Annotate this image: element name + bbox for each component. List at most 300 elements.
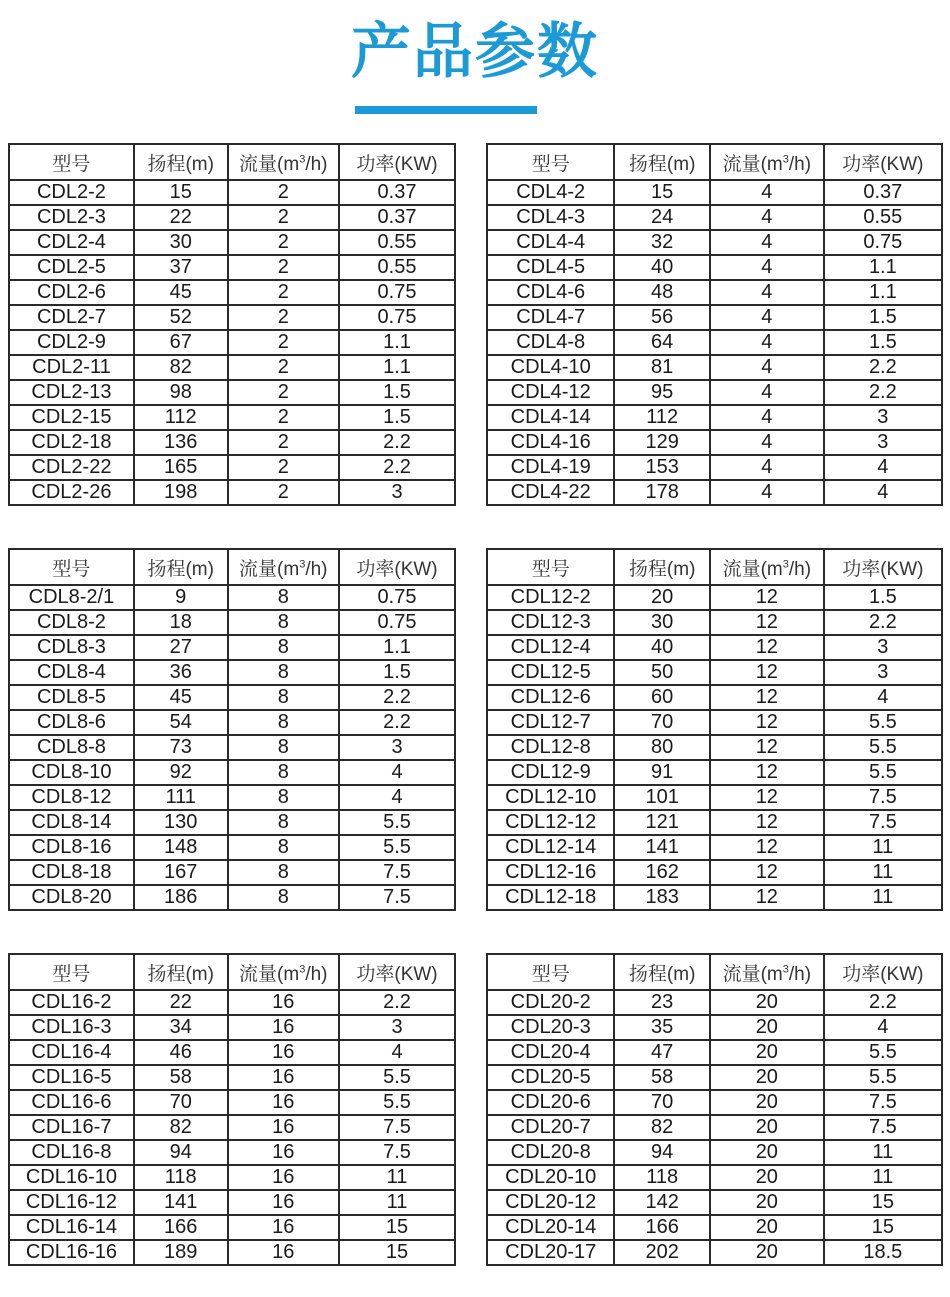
power-cell: 7.5: [824, 1115, 942, 1140]
power-cell: 11: [824, 1165, 942, 1190]
table-row: [9, 835, 455, 860]
table-row: [9, 1165, 455, 1190]
table-row: [9, 280, 455, 305]
table-row: [487, 180, 942, 205]
flow-cell: 2: [228, 380, 340, 405]
model-cell: CDL8-18: [9, 860, 134, 885]
table-row: [9, 305, 455, 330]
table-row: [487, 635, 942, 660]
head-cell: 32: [614, 230, 710, 255]
power-cell: 1.1: [339, 330, 455, 355]
model-cell: CDL12-4: [487, 635, 614, 660]
power-cell: 5.5: [339, 1090, 455, 1115]
power-cell: 2.2: [824, 380, 942, 405]
power-cell: 3: [824, 660, 942, 685]
power-cell: 11: [339, 1190, 455, 1215]
flow-cell: 2: [228, 455, 340, 480]
head-cell: 153: [614, 455, 710, 480]
head-cell: 18: [134, 610, 228, 635]
power-cell: 2.2: [824, 355, 942, 380]
table-row: [487, 430, 942, 455]
model-cell: CDL2-13: [9, 380, 134, 405]
head-cell: 165: [134, 455, 228, 480]
table-row: [487, 1240, 942, 1265]
head-cell: 80: [614, 735, 710, 760]
table-row: [9, 430, 455, 455]
flow-unit: /h): [305, 963, 328, 985]
head-cell: 48: [614, 280, 710, 305]
flow-cell: 16: [228, 1115, 340, 1140]
header-flow: [228, 954, 340, 990]
power-cell: 15: [339, 1240, 455, 1265]
power-cell: 5.5: [339, 810, 455, 835]
power-cell: 4: [339, 760, 455, 785]
model-cell: CDL16-7: [9, 1115, 134, 1140]
power-cell: 1.5: [824, 330, 942, 355]
flow-cell: 20: [710, 1090, 824, 1115]
flow-cell: 8: [228, 810, 340, 835]
power-cell: 5.5: [824, 1065, 942, 1090]
power-cell: 4: [824, 455, 942, 480]
power-cell: 0.37: [339, 180, 455, 205]
flow-cell: 16: [228, 1065, 340, 1090]
flow-cell: 16: [228, 990, 340, 1015]
flow-cell: 2: [228, 480, 340, 505]
head-cell: 73: [134, 735, 228, 760]
flow-cell: 4: [710, 355, 824, 380]
head-cell: 52: [134, 305, 228, 330]
model-cell: CDL2-15: [9, 405, 134, 430]
table-row: [487, 660, 942, 685]
head-cell: 167: [134, 860, 228, 885]
model-cell: CDL16-6: [9, 1090, 134, 1115]
head-cell: 95: [614, 380, 710, 405]
model-cell: CDL16-16: [9, 1240, 134, 1265]
head-cell: 166: [134, 1215, 228, 1240]
head-cell: 82: [134, 1115, 228, 1140]
table-row: [487, 585, 942, 610]
power-cell: 1.5: [824, 305, 942, 330]
model-cell: CDL16-4: [9, 1040, 134, 1065]
power-cell: 3: [824, 405, 942, 430]
flow-cell: 2: [228, 405, 340, 430]
model-cell: CDL2-11: [9, 355, 134, 380]
model-cell: CDL8-3: [9, 635, 134, 660]
power-cell: 11: [824, 1140, 942, 1165]
flow-cell: 4: [710, 430, 824, 455]
table-row: [487, 305, 942, 330]
model-cell: CDL12-5: [487, 660, 614, 685]
table-row: [487, 480, 942, 505]
flow-unit: /h): [788, 153, 812, 175]
flow-cell: 20: [710, 1015, 824, 1040]
flow-unit-superscript: 3: [299, 558, 306, 571]
header-model: 型号: [9, 144, 134, 180]
table-row: [487, 1065, 942, 1090]
model-cell: CDL4-5: [487, 255, 614, 280]
flow-unit-superscript: 3: [299, 963, 306, 976]
power-cell: 11: [824, 835, 942, 860]
model-cell: CDL16-12: [9, 1190, 134, 1215]
flow-cell: 12: [710, 760, 824, 785]
model-cell: CDL12-6: [487, 685, 614, 710]
power-cell: 0.37: [339, 205, 455, 230]
flow-unit: /h): [788, 558, 812, 580]
head-cell: 189: [134, 1240, 228, 1265]
model-cell: CDL4-2: [487, 180, 614, 205]
power-cell: 3: [824, 430, 942, 455]
flow-unit: /h): [305, 558, 328, 580]
flow-cell: 16: [228, 1165, 340, 1190]
model-cell: CDL8-4: [9, 660, 134, 685]
table-row: [487, 230, 942, 255]
model-cell: CDL4-3: [487, 205, 614, 230]
table-row: [487, 760, 942, 785]
flow-cell: 12: [710, 860, 824, 885]
table-row: [487, 355, 942, 380]
header-row: [487, 954, 942, 990]
table-row: [487, 1040, 942, 1065]
power-cell: 1.5: [339, 405, 455, 430]
model-cell: CDL2-18: [9, 430, 134, 455]
flow-cell: 8: [228, 685, 340, 710]
head-cell: 30: [134, 230, 228, 255]
flow-cell: 8: [228, 635, 340, 660]
model-cell: CDL20-12: [487, 1190, 614, 1215]
table-row: [487, 330, 942, 355]
table-row: [9, 1140, 455, 1165]
table-row: [487, 990, 942, 1015]
head-cell: 70: [134, 1090, 228, 1115]
model-cell: CDL12-8: [487, 735, 614, 760]
flow-cell: 16: [228, 1215, 340, 1240]
head-cell: 35: [614, 1015, 710, 1040]
flow-cell: 8: [228, 835, 340, 860]
head-cell: 141: [134, 1190, 228, 1215]
power-cell: 11: [339, 1165, 455, 1190]
model-cell: CDL20-5: [487, 1065, 614, 1090]
power-cell: 1.1: [339, 355, 455, 380]
flow-cell: 4: [710, 455, 824, 480]
head-cell: 130: [134, 810, 228, 835]
head-cell: 45: [134, 280, 228, 305]
table-row: [487, 810, 942, 835]
power-cell: 3: [339, 1015, 455, 1040]
header-row: [9, 549, 455, 585]
flow-cell: 16: [228, 1015, 340, 1040]
head-cell: 141: [614, 835, 710, 860]
head-cell: 22: [134, 205, 228, 230]
table-row: [9, 380, 455, 405]
head-cell: 82: [614, 1115, 710, 1140]
table-row: [487, 205, 942, 230]
table-row: [487, 1140, 942, 1165]
model-cell: CDL16-2: [9, 990, 134, 1015]
table-row: [487, 1115, 942, 1140]
table-row: [487, 610, 942, 635]
head-cell: 67: [134, 330, 228, 355]
power-cell: 0.75: [339, 305, 455, 330]
head-cell: 92: [134, 760, 228, 785]
flow-cell: 12: [710, 885, 824, 910]
model-cell: CDL12-7: [487, 710, 614, 735]
flow-label: 流量(m: [239, 963, 300, 985]
flow-cell: 4: [710, 230, 824, 255]
header-row: [9, 954, 455, 990]
flow-cell: 8: [228, 610, 340, 635]
head-cell: 178: [614, 480, 710, 505]
table-row: [9, 760, 455, 785]
power-cell: 4: [824, 480, 942, 505]
flow-cell: 20: [710, 1065, 824, 1090]
header-flow: [710, 549, 824, 585]
model-cell: CDL16-14: [9, 1215, 134, 1240]
model-cell: CDL2-4: [9, 230, 134, 255]
table-row: [487, 785, 942, 810]
flow-cell: 12: [710, 810, 824, 835]
table-row: [9, 1040, 455, 1065]
power-cell: 2.2: [824, 990, 942, 1015]
model-cell: CDL16-10: [9, 1165, 134, 1190]
header-head: 扬程(m): [134, 549, 228, 585]
power-cell: 4: [339, 785, 455, 810]
head-cell: 166: [614, 1215, 710, 1240]
power-cell: 5.5: [824, 735, 942, 760]
model-cell: CDL20-17: [487, 1240, 614, 1265]
power-cell: 0.37: [824, 180, 942, 205]
table-row: [9, 860, 455, 885]
flow-cell: 8: [228, 735, 340, 760]
flow-cell: 12: [710, 585, 824, 610]
head-cell: 58: [134, 1065, 228, 1090]
model-cell: CDL8-2/1: [9, 585, 134, 610]
flow-label: 流量(m: [239, 153, 300, 175]
power-cell: 2.2: [824, 610, 942, 635]
power-cell: 18.5: [824, 1240, 942, 1265]
head-cell: 202: [614, 1240, 710, 1265]
head-cell: 50: [614, 660, 710, 685]
table-row: [9, 585, 455, 610]
power-cell: 1.1: [339, 635, 455, 660]
flow-cell: 2: [228, 330, 340, 355]
head-cell: 54: [134, 710, 228, 735]
power-cell: 5.5: [824, 710, 942, 735]
table-row: [487, 835, 942, 860]
header-model: 型号: [9, 954, 134, 990]
head-cell: 186: [134, 885, 228, 910]
power-cell: 11: [824, 885, 942, 910]
table-row: [9, 1065, 455, 1090]
table-row: [9, 735, 455, 760]
model-cell: CDL2-2: [9, 180, 134, 205]
header-model: 型号: [487, 549, 614, 585]
flow-label: 流量(m: [722, 558, 783, 580]
spec-table-cdl12: [486, 548, 943, 911]
header-head: 扬程(m): [614, 954, 710, 990]
header-head: 扬程(m): [134, 954, 228, 990]
flow-cell: 12: [710, 735, 824, 760]
flow-cell: 4: [710, 205, 824, 230]
head-cell: 47: [614, 1040, 710, 1065]
model-cell: CDL4-10: [487, 355, 614, 380]
flow-unit: /h): [788, 963, 812, 985]
power-cell: 3: [339, 735, 455, 760]
model-cell: CDL2-22: [9, 455, 134, 480]
table-row: [487, 280, 942, 305]
table-row: [9, 810, 455, 835]
model-cell: CDL20-6: [487, 1090, 614, 1115]
header-head: 扬程(m): [614, 549, 710, 585]
head-cell: 45: [134, 685, 228, 710]
power-cell: 11: [824, 860, 942, 885]
head-cell: 98: [134, 380, 228, 405]
flow-unit-superscript: 3: [782, 153, 789, 166]
head-cell: 118: [134, 1165, 228, 1190]
table-row: [487, 1165, 942, 1190]
table-row: [9, 480, 455, 505]
table-row: [9, 405, 455, 430]
flow-cell: 4: [710, 480, 824, 505]
model-cell: CDL16-5: [9, 1065, 134, 1090]
power-cell: 1.5: [339, 660, 455, 685]
model-cell: CDL12-9: [487, 760, 614, 785]
power-cell: 3: [824, 635, 942, 660]
flow-cell: 16: [228, 1190, 340, 1215]
head-cell: 91: [614, 760, 710, 785]
header-power: 功率(KW): [339, 144, 455, 180]
model-cell: CDL4-19: [487, 455, 614, 480]
table-row: [9, 330, 455, 355]
flow-cell: 4: [710, 280, 824, 305]
model-cell: CDL12-3: [487, 610, 614, 635]
flow-cell: 20: [710, 990, 824, 1015]
table-row: [9, 885, 455, 910]
header-model: 型号: [487, 144, 614, 180]
power-cell: 7.5: [339, 1115, 455, 1140]
table-row: [487, 255, 942, 280]
model-cell: CDL12-2: [487, 585, 614, 610]
flow-cell: 20: [710, 1040, 824, 1065]
flow-cell: 20: [710, 1115, 824, 1140]
flow-label: 流量(m: [239, 558, 300, 580]
model-cell: CDL20-4: [487, 1040, 614, 1065]
model-cell: CDL2-7: [9, 305, 134, 330]
head-cell: 24: [614, 205, 710, 230]
head-cell: 94: [614, 1140, 710, 1165]
flow-cell: 8: [228, 660, 340, 685]
flow-cell: 12: [710, 685, 824, 710]
power-cell: 1.5: [339, 380, 455, 405]
head-cell: 36: [134, 660, 228, 685]
power-cell: 4: [824, 1015, 942, 1040]
model-cell: CDL4-12: [487, 380, 614, 405]
table-row: [487, 455, 942, 480]
power-cell: 15: [339, 1215, 455, 1240]
spec-table-cdl4: [486, 143, 943, 506]
model-cell: CDL8-14: [9, 810, 134, 835]
table-row: [9, 1215, 455, 1240]
power-cell: 5.5: [339, 835, 455, 860]
flow-label: 流量(m: [722, 153, 783, 175]
model-cell: CDL8-10: [9, 760, 134, 785]
flow-unit: /h): [305, 153, 328, 175]
model-cell: CDL12-12: [487, 810, 614, 835]
model-cell: CDL16-8: [9, 1140, 134, 1165]
head-cell: 183: [614, 885, 710, 910]
power-cell: 1.5: [824, 585, 942, 610]
flow-unit-superscript: 3: [782, 963, 789, 976]
head-cell: 112: [134, 405, 228, 430]
flow-cell: 4: [710, 180, 824, 205]
power-cell: 5.5: [339, 1065, 455, 1090]
table-row: [9, 255, 455, 280]
head-cell: 118: [614, 1165, 710, 1190]
header-power: 功率(KW): [339, 549, 455, 585]
model-cell: CDL12-10: [487, 785, 614, 810]
header-model: 型号: [9, 549, 134, 585]
model-cell: CDL2-5: [9, 255, 134, 280]
head-cell: 58: [614, 1065, 710, 1090]
flow-cell: 8: [228, 860, 340, 885]
model-cell: CDL4-8: [487, 330, 614, 355]
power-cell: 0.55: [824, 205, 942, 230]
head-cell: 94: [134, 1140, 228, 1165]
flow-label: 流量(m: [722, 963, 783, 985]
model-cell: CDL8-6: [9, 710, 134, 735]
model-cell: CDL8-20: [9, 885, 134, 910]
power-cell: 7.5: [824, 1090, 942, 1115]
table-row: [487, 405, 942, 430]
model-cell: CDL8-16: [9, 835, 134, 860]
power-cell: 0.75: [824, 230, 942, 255]
table-row: [487, 710, 942, 735]
flow-cell: 16: [228, 1040, 340, 1065]
model-cell: CDL4-14: [487, 405, 614, 430]
flow-cell: 20: [710, 1215, 824, 1240]
power-cell: 1.1: [824, 280, 942, 305]
power-cell: 7.5: [824, 785, 942, 810]
header-head: 扬程(m): [134, 144, 228, 180]
flow-cell: 2: [228, 280, 340, 305]
table-row: [9, 1240, 455, 1265]
header-power: 功率(KW): [824, 144, 942, 180]
model-cell: CDL20-3: [487, 1015, 614, 1040]
table-row: [9, 685, 455, 710]
power-cell: 4: [824, 685, 942, 710]
head-cell: 112: [614, 405, 710, 430]
power-cell: 2.2: [339, 685, 455, 710]
model-cell: CDL20-2: [487, 990, 614, 1015]
power-cell: 15: [824, 1215, 942, 1240]
model-cell: CDL12-14: [487, 835, 614, 860]
table-row: [9, 785, 455, 810]
header-flow: [710, 954, 824, 990]
flow-cell: 20: [710, 1165, 824, 1190]
flow-cell: 8: [228, 585, 340, 610]
header-flow: [228, 549, 340, 585]
table-row: [487, 885, 942, 910]
flow-cell: 4: [710, 380, 824, 405]
flow-cell: 12: [710, 660, 824, 685]
table-row: [9, 205, 455, 230]
head-cell: 129: [614, 430, 710, 455]
power-cell: 2.2: [339, 710, 455, 735]
model-cell: CDL20-10: [487, 1165, 614, 1190]
table-row: [9, 1190, 455, 1215]
table-row: [487, 1215, 942, 1240]
model-cell: CDL20-8: [487, 1140, 614, 1165]
head-cell: 56: [614, 305, 710, 330]
